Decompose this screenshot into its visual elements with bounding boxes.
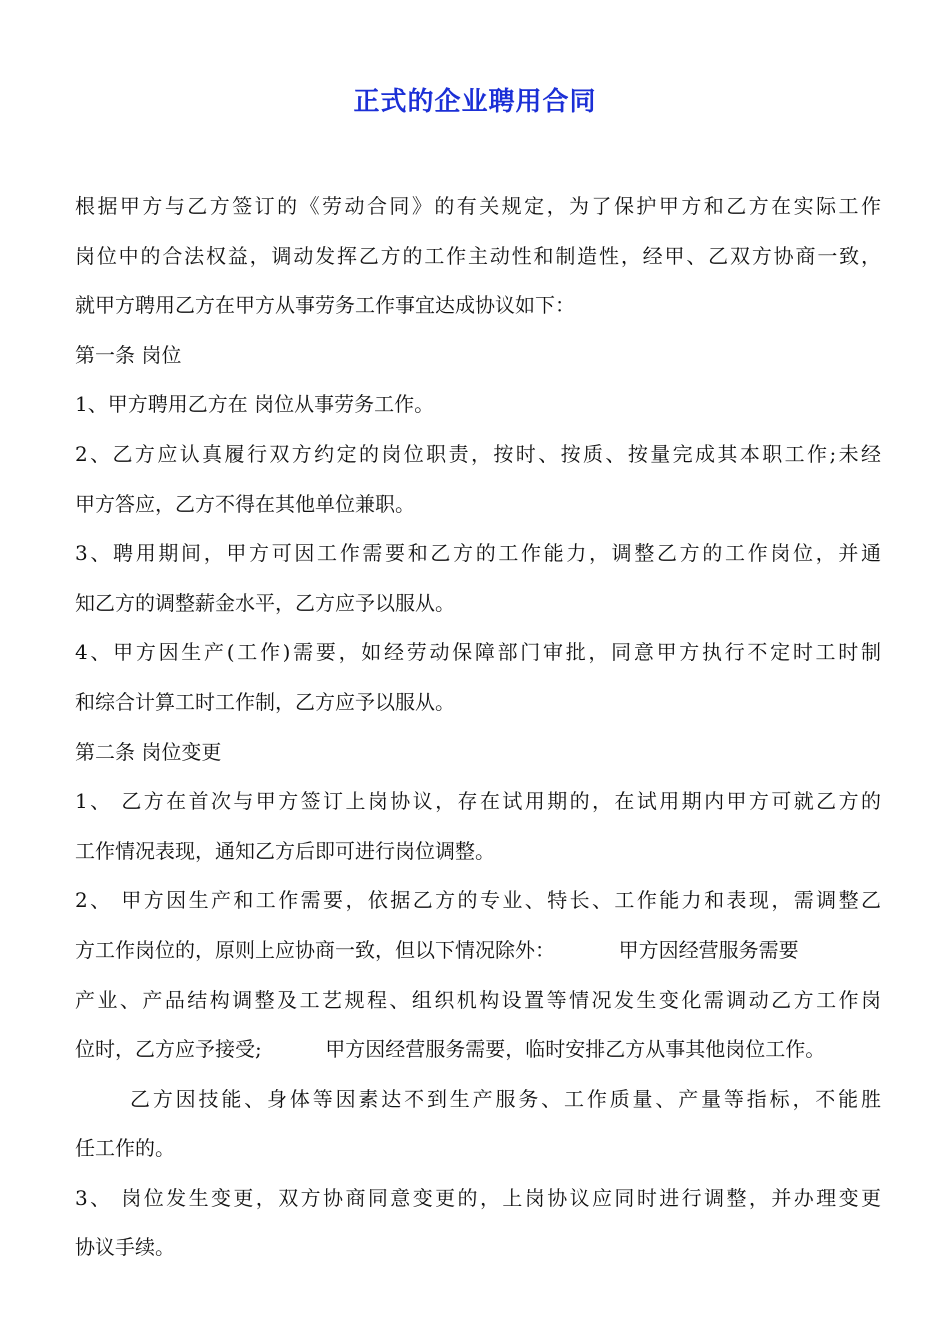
clause-line: 2、乙方应认真履行双方约定的岗位职责，按时、按质、按量完成其本职工作;未经	[75, 441, 881, 466]
clause-line: 4、甲方因生产(工作)需要，如经劳动保障部门审批，同意甲方执行不定时工时制	[75, 640, 881, 665]
clause-line: 位时，乙方应予接受; 甲方因经营服务需要，临时安排乙方从事其他岗位工作。	[75, 1037, 826, 1062]
paragraph-line: 就甲方聘用乙方在甲方从事劳务工作事宜达成协议如下：	[75, 293, 575, 318]
clause-line: 乙方因技能、身体等因素达不到生产服务、工作质量、产量等指标，不能胜	[130, 1086, 881, 1111]
clause-line: 1、甲方聘用乙方在 岗位从事劳务工作。	[75, 392, 435, 417]
section-heading: 第二条 岗位变更	[75, 739, 222, 764]
clause-line: 产业、产品结构调整及工艺规程、组织机构设置等情况发生变化需调动乙方工作岗	[75, 987, 881, 1012]
clause-line: 3、聘用期间，甲方可因工作需要和乙方的工作能力，调整乙方的工作岗位，并通	[75, 541, 881, 566]
clause-line: 和综合计算工时工作制，乙方应予以服从。	[75, 689, 455, 714]
paragraph-line: 岗位中的合法权益，调动发挥乙方的工作主动性和制造性，经甲、乙双方协商一致，	[75, 243, 881, 268]
clause-line: 知乙方的调整薪金水平，乙方应予以服从。	[75, 590, 455, 615]
section-heading: 第一条 岗位	[75, 342, 182, 367]
clause-line: 方工作岗位的，原则上应协商一致，但以下情况除外： 甲方因经营服务需要	[75, 937, 799, 962]
clause-line: 甲方答应，乙方不得在其他单位兼职。	[75, 491, 415, 516]
document-body	[75, 182, 881, 1273]
document-title: 正式的企业聘用合同	[353, 87, 597, 117]
clause-line: 任工作的。	[75, 1136, 175, 1161]
clause-line: 1、 乙方在首次与甲方签订上岗协议，存在试用期的，在试用期内甲方可就乙方的	[75, 789, 881, 814]
clause-line: 2、 甲方因生产和工作需要，依据乙方的专业、特长、工作能力和表现，需调整乙	[75, 888, 881, 913]
clause-line: 工作情况表现，通知乙方后即可进行岗位调整。	[75, 838, 495, 863]
clause-line: 3、 岗位发生变更，双方协商同意变更的，上岗协议应同时进行调整，并办理变更	[75, 1185, 881, 1210]
clause-line: 协议手续。	[75, 1235, 175, 1260]
paragraph-line: 根据甲方与乙方签订的《劳动合同》的有关规定，为了保护甲方和乙方在实际工作	[75, 194, 881, 218]
